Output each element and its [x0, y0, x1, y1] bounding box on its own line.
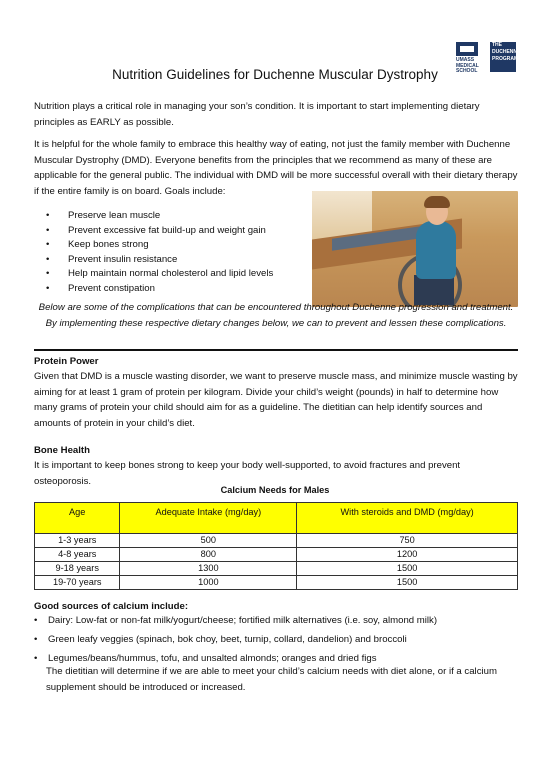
list-item: • Prevent insulin resistance — [46, 253, 273, 268]
protein-heading: Protein Power — [34, 356, 99, 367]
table-cell: 1-3 years — [35, 534, 120, 548]
table-row — [35, 562, 518, 576]
table-cell: 1500 — [297, 562, 518, 576]
bone-health-paragraph: It is important to keep bones strong to keep your body well-supported, to avoid fractures and prevent osteoporosis. — [34, 460, 461, 487]
complications-note: Below are some of the complications that can be encountered throughout Duchenne progression and treatment. By implementing these respective dietary changes below, we can to prevent and lessen these complications. — [38, 302, 514, 329]
column-header-adequate-intake: Adequate Intake (mg/day) — [120, 503, 297, 534]
calcium-sources-list — [34, 611, 518, 668]
boy-in-wheelchair-photo — [312, 191, 518, 307]
list-item: • Help maintain normal cholesterol and lipid levels — [46, 267, 273, 282]
list-item: • Green leafy veggies (spinach, bok choy, beet, turnip, collard, dandelion) and broccoli — [34, 630, 518, 649]
table-header-row — [35, 503, 518, 534]
program-line-2: DUCHENNE — [492, 49, 521, 55]
goals-list — [46, 209, 273, 297]
page-title: Nutrition Guidelines for Duchenne Muscular Dystrophy — [112, 67, 438, 82]
calcium-needs-table — [34, 502, 518, 590]
calcium-table-title: Calcium Needs for Males — [220, 485, 330, 495]
table-cell: 4-8 years — [35, 548, 120, 562]
list-item: • Prevent constipation — [46, 282, 273, 297]
table-cell: 1000 — [120, 576, 297, 590]
program-line-1: THE — [492, 42, 502, 48]
table-row — [35, 548, 518, 562]
program-line-3: PROGRAM — [492, 56, 519, 62]
list-item: • Keep bones strong — [46, 238, 273, 253]
table-cell: 1300 — [120, 562, 297, 576]
umass-label: UMASS MEDICAL SCHOOL — [456, 57, 479, 74]
family-paragraph: It is helpful for the whole family to embrace this healthy way of eating, not just the family member with Duchenne Muscular Dystrophy (DMD). Everyone benefits from the principles that we recommend as many of these are applicable for the general public. The individual with DMD will be more successful overall with their dietary therapy if the entire family is on board. Goals include: — [34, 139, 518, 197]
table-row — [35, 534, 518, 548]
table-cell: 750 — [297, 534, 518, 548]
list-item: • Legumes/beans/hummus, tofu, and unsalted almonds; oranges and dried figs — [34, 649, 518, 668]
table-cell: 9-18 years — [35, 562, 120, 576]
calcium-supplement-note: The dietitian will determine if we are able to meet your child’s calcium needs with diet alone, or if a calcium supplement should be introduced or increased. — [46, 666, 497, 693]
table-cell: 19-70 years — [35, 576, 120, 590]
section-divider — [34, 349, 518, 351]
table-cell: 1500 — [297, 576, 518, 590]
list-item: • Preserve lean muscle — [46, 209, 273, 224]
protein-paragraph: Given that DMD is a muscle wasting disorder, we want to preserve muscle mass, and minimize muscle wasting by aiming for at least 1 gram of protein per kilogram. Divide your child’s weight (pounds) in half to determine how many grams of protein your child should aim for as a guideline. The dietitian can help identify sources and amounts of protein in your child’s diet. — [34, 371, 518, 429]
intro-paragraph: Nutrition plays a critical role in managing your son’s condition. It is important to start implementing dietary principles as EARLY as possible. — [34, 101, 480, 128]
table-cell: 500 — [120, 534, 297, 548]
column-header-age: Age — [35, 503, 120, 534]
list-item: • Prevent excessive fat build-up and weight gain — [46, 224, 273, 239]
calcium-sources-heading: Good sources of calcium include: — [34, 601, 189, 612]
column-header-with-steroids: With steroids and DMD (mg/day) — [297, 503, 518, 534]
bone-health-heading: Bone Health — [34, 445, 90, 456]
umass-logo-icon — [456, 42, 478, 56]
table-cell: 1200 — [297, 548, 518, 562]
list-item: • Dairy: Low-fat or non-fat milk/yogurt/cheese; fortified milk alternatives (i.e. soy, almond milk) — [34, 611, 518, 630]
table-cell: 800 — [120, 548, 297, 562]
table-row — [35, 576, 518, 590]
